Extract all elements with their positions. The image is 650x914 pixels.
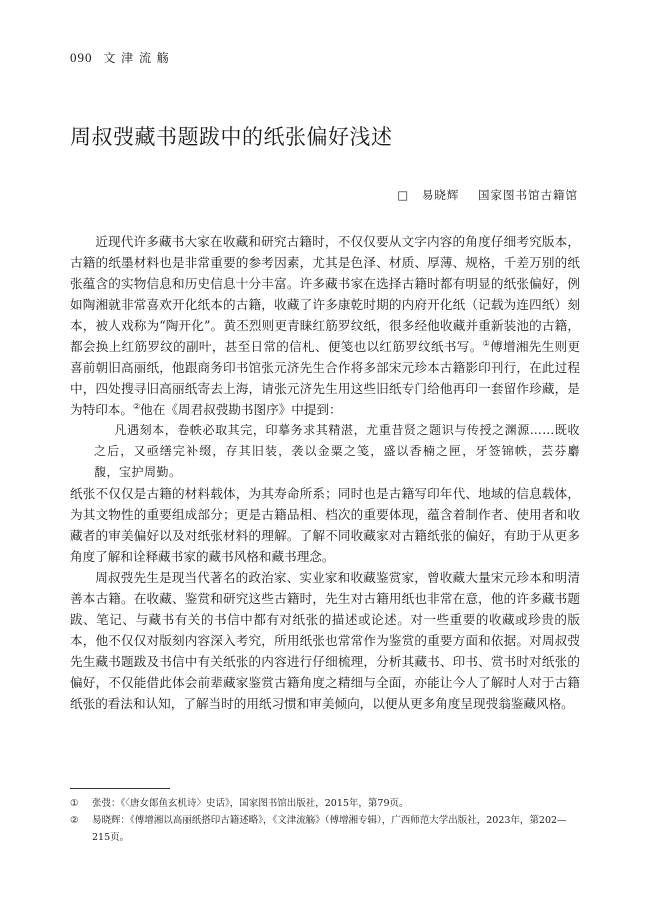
author-affiliation: 国家图书馆古籍馆 bbox=[478, 188, 578, 202]
paragraph-1-part-a: 近现代许多藏书大家在收藏和研究古籍时，不仅仅要从文字内容的角度仔细考究版本，古籍的纸墨材料也是非常重要的参考因素，尤其是色泽、材质、厚薄、规格，千差万别的纸张蕴含的实物信息和历史信息十分丰富。许多藏书家在选择古籍时都有明显的纸张偏好，例如陶湘就非常喜欢开化纸本的古籍，收藏了许多康乾时期的内府开化纸（记载为连四纸）刻本，被人戏称为“陶开化”。黄丕烈则更青睐红筋罗纹纸，很多经他收藏并重新装池的古籍，都会换上红筋罗纹的副叶，甚至日常的信札、便笺也以红筋罗纹纸书写。 bbox=[70, 234, 580, 354]
block-quote: 凡遇刻本，卷帙必取其完，印摹务求其精湛，尤重昔贤之题识与传授之渊源……既收之后，又亟缮完补缀，存其旧装，袭以金粟之笺，盛以香楠之匣，牙签锦帙，芸芬麝馥，宝护周勤。 bbox=[94, 423, 580, 479]
footnote-1 bbox=[70, 795, 580, 812]
article-title: 周叔弢藏书题跋中的纸张偏好浅述 bbox=[70, 125, 393, 149]
footnote-ref-1[interactable]: ① bbox=[482, 338, 491, 348]
paragraph-1-part-c: 他在《周君叔弢勘书图序》中提到： bbox=[140, 402, 342, 417]
journal-name: 文 津 流 觞 bbox=[103, 51, 170, 65]
running-head bbox=[70, 49, 170, 66]
byline-box-icon: □ bbox=[397, 188, 410, 202]
byline bbox=[397, 187, 578, 203]
paragraph-1-part-b: 傅增湘先生则更喜前朝旧高丽纸，他跟商务印书馆张元济先生合作将多部宋元珍本古籍影印刊行，在此过程中，四处搜寻旧高丽纸寄去上海，请张元济先生用这些旧纸专门给他再印一套留作珍藏，是为特印本。 bbox=[70, 339, 581, 417]
footnotes bbox=[70, 788, 580, 846]
footnote-text: 易晓辉：《傅增湘以高丽纸搭印古籍述略》，《文津流觞》（傅增湘专辑），广西师范大学出版社，2023年，第202—215页。 bbox=[92, 815, 567, 843]
footnote-ref-2[interactable]: ② bbox=[132, 401, 141, 411]
footnote-mark: ② bbox=[70, 815, 79, 826]
footnote-2 bbox=[70, 812, 580, 846]
footnote-text: 张弢：《〈唐女郎鱼玄机诗〉史话》，国家图书馆出版社，2015年，第79页。 bbox=[92, 798, 409, 809]
author-name: 易晓辉 bbox=[421, 188, 460, 202]
article-body bbox=[70, 231, 580, 714]
footnote-divider bbox=[70, 788, 170, 789]
footnote-mark: ① bbox=[70, 798, 79, 809]
paragraph-3: 周叔弢先生是现当代著名的政治家、实业家和收藏鉴赏家，曾收藏大量宋元珍本和明清善本古籍。在收藏、鉴赏和研究这些古籍时，先生对古籍用纸也非常在意，他的许多藏书题跋、笔记、与藏书有关的书信中都有对纸张的描述或论述。对一些重要的收藏或珍贵的版本，他不仅仅对版刻内容深入考究，所用纸张也常常作为鉴赏的重要方面和依据。对周叔弢先生藏书题跋及书信中有关纸张的内容进行仔细梳理，分析其藏书、印书、赏书时对纸张的偏好，不仅能借此体会前辈藏家鉴赏古籍角度之精细与全面，亦能让今人了解时人对于古籍纸张的看法和认知，了解当时的用纸习惯和审美倾向，以便从更多角度呈现弢翁鉴藏风格。 bbox=[70, 570, 580, 711]
page-number: 090 bbox=[70, 50, 93, 65]
paragraph-1 bbox=[70, 231, 580, 420]
paragraph-2: 纸张不仅仅是古籍的材料载体，为其寿命所系；同时也是古籍写印年代、地域的信息载体，为其文物性的重要组成部分；更是古籍品相、档次的重要体现，蕴含着制作者、使用者和收藏者的审美偏好以及对纸张材料的理解。了解不同收藏家对古籍纸张的偏好，有助于从更多角度了解和诠释藏书家的藏书风格和藏书理念。 bbox=[70, 486, 580, 564]
